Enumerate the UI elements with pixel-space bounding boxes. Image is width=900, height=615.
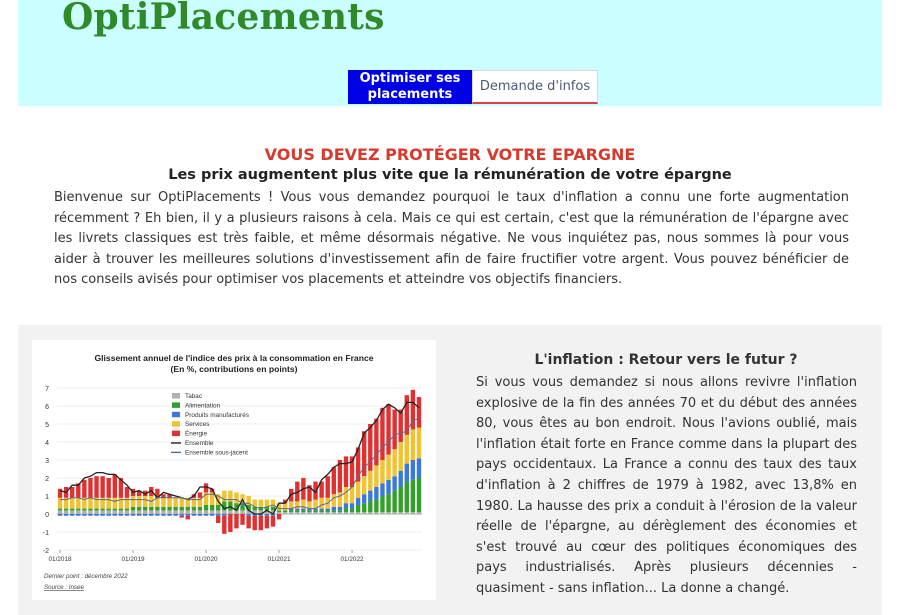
x-tick-label: 01/2019 [121,556,145,563]
bar-segment [131,510,135,514]
bar-segment [100,476,104,498]
legend-label: Services [185,421,210,429]
bar-segment [386,480,390,494]
bar-segment [228,510,232,514]
bar-segment [332,494,336,507]
bar-segment [58,509,62,511]
bar-segment [76,509,80,511]
y-tick-label: 7 [45,386,49,393]
bar-segment [186,514,190,516]
bar-segment [240,510,244,514]
bar-segment [64,509,68,511]
bar-segment [173,498,177,507]
bar-segment [222,516,226,534]
bar-segment [338,510,342,512]
bar-segment [82,510,86,514]
bar-segment [180,510,184,514]
bar-segment [70,514,74,516]
bar-segment [94,510,98,514]
bar-segment [137,510,141,514]
bar-segment [94,509,98,511]
legend-swatch [172,393,180,399]
bar-segment [216,516,220,523]
bar-segment [332,512,336,514]
bar-segment [167,498,171,507]
bar-segment [356,505,360,512]
bar-segment [417,458,421,478]
bar-segment [125,510,129,514]
bar-segment [350,503,354,508]
bar-segment [204,505,208,510]
bar-segment [131,514,135,516]
bar-segment [246,516,250,529]
bar-segment [289,510,293,512]
bar-segment [180,514,184,516]
bar-segment [143,496,147,507]
bar-segment [301,512,305,514]
bar-segment [240,514,244,525]
section-title: L'inflation : Retour vers le futur ? [534,352,798,368]
bar-segment [386,455,390,480]
legend-label: Tabac [185,393,203,400]
bar-segment [411,429,415,460]
bar-segment [399,471,403,487]
bar-segment [374,500,378,513]
bar-segment [399,487,403,512]
legend-swatch [172,431,180,437]
bar-segment [392,512,396,514]
bar-segment [246,514,250,516]
site-header [18,0,882,106]
bar-segment [155,507,159,511]
bar-segment [119,514,123,516]
section-paragraph: Si vous vous demandez si nous allons revivre l'inflation explosive de la fin des années 70 et du début des années 80, vous êtes au bon endroit. Nous l'avions oublié, mais l'inflation était forte en France comme dans la plupart des pays occidentaux. La France a connu des taux des taux d'inflation à 2 chiffres de 1979 à 1982, avec 13,8% en 1980. La hausse des prix a conduit à l'érosion de la valeur réelle de l'épargne, au dérèglement des économies et s'est trouvé au cœur des politiques économiques des pays industrialisés. Après plusieurs décennies - quasiment - sans inflation... La donne a changé. [476,375,857,596]
bar-segment [380,460,384,483]
bar-segment [70,498,74,509]
bar-segment [155,514,159,516]
bar-segment [374,465,378,487]
bar-segment [64,510,68,514]
bar-segment [107,510,111,514]
site-logo[interactable]: OptiPlacements [62,0,385,38]
bar-segment [88,498,92,509]
y-tick-label: 2 [45,476,49,483]
bar-segment [265,514,269,516]
bar-segment [295,512,299,514]
bar-segment [313,510,317,512]
bar-segment [344,487,348,503]
bar-segment [161,507,165,511]
y-tick-label: 5 [45,422,49,429]
bar-segment [155,510,159,514]
bar-segment [380,483,384,496]
nav-tabs [348,70,598,104]
bar-segment [149,510,153,514]
bar-segment [125,514,129,516]
bar-segment [350,509,354,513]
bar-segment [326,476,330,498]
bar-segment [76,498,80,509]
bar-segment [228,514,232,532]
bar-segment [131,507,135,511]
bar-segment [58,510,62,514]
bar-segment [362,476,366,494]
bar-segment [204,510,208,514]
bar-segment [137,507,141,511]
bar-segment [125,509,129,511]
bar-segment [417,397,421,428]
bar-segment [356,498,360,505]
bar-segment [82,480,86,498]
bar-segment [204,514,208,516]
bar-segment [332,510,336,512]
bar-segment [82,509,86,511]
bar-segment [338,512,342,514]
legend-swatch [172,412,180,418]
legend-label: Alimentation [185,402,221,410]
bar-segment [198,514,202,516]
bar-segment [265,516,269,529]
bar-segment [362,512,366,514]
bar-segment [319,510,323,512]
bar-segment [301,510,305,512]
bar-segment [210,514,214,516]
bar-segment [180,507,184,511]
bar-segment [161,510,165,514]
bar-segment [374,512,378,514]
bar-segment [94,476,98,498]
bar-segment [380,408,384,460]
bar-segment [100,510,104,514]
bar-segment [100,514,104,516]
y-tick-label: -1 [42,530,49,537]
bar-segment [167,510,171,514]
bar-segment [350,512,354,514]
bar-segment [411,460,415,480]
bar-segment [319,498,323,509]
bar-segment [82,514,86,516]
bar-segment [326,510,330,512]
bar-segment [356,512,360,514]
bar-segment [332,507,336,511]
bar-segment [399,410,403,442]
bar-segment [173,510,177,514]
x-tick-label: 01/2018 [48,556,72,563]
bar-segment [368,471,372,491]
bar-segment [405,512,409,514]
bar-segment [368,491,372,502]
bar-segment [259,500,263,507]
bar-segment [392,491,396,513]
y-tick-label: 4 [45,440,49,447]
bar-segment [88,514,92,516]
bar-segment [167,507,171,511]
bar-segment [137,496,141,507]
page-title: VOUS DEVEZ PROTÉGER VOTRE EPARGNE [264,145,636,164]
bar-segment [386,404,390,454]
bar-segment [411,512,415,514]
y-tick-label: 6 [45,404,49,411]
bar-segment [338,507,342,511]
bar-segment [161,498,165,507]
bar-segment [234,492,238,503]
bar-segment [161,514,165,516]
tab-demande-infos[interactable]: Demande d'infos [472,70,598,104]
bar-segment [107,478,111,498]
bar-segment [228,501,232,510]
bar-segment [94,514,98,516]
bar-segment [417,512,421,514]
bar-segment [167,514,171,516]
bar-segment [344,509,348,513]
bar-segment [283,512,287,514]
bar-segment [307,501,311,508]
bar-segment [70,509,74,511]
bar-segment [119,510,123,514]
bar-segment [411,480,415,512]
bar-segment [113,474,117,497]
bar-segment [58,489,62,498]
bar-segment [405,482,409,513]
bar-segment [344,503,348,508]
inflation-chart-svg [32,340,436,600]
bar-segment [107,509,111,511]
bar-segment [113,509,117,511]
bar-segment [362,494,366,503]
y-tick-label: 0 [45,512,49,519]
bar-segment [192,514,196,516]
bar-segment [180,498,184,507]
bar-segment [319,509,323,511]
bar-segment [113,498,117,509]
bar-segment [399,512,403,514]
bar-segment [88,509,92,511]
bar-segment [265,500,269,507]
bar-segment [198,510,202,514]
bar-segment [368,501,372,512]
bar-segment [186,507,190,511]
intro-paragraph: Bienvenue sur OptiPlacements ! Vous vous demandez pourquoi le taux d'inflation a connu une forte augmentation récemment ? Eh bien, il y a plusieurs raisons à cela. Mais ce qui est certain, c'est que la rémunération de l'épargne avec les livrets classiques est très faible, et même désormais négative. Ne vous inquiétez pas, nous sommes là pour vous aider à trouver les meilleures solutions d'investissement afin de faire fructifier votre argent. Vous pouvez bénéficier de nos conseils avisés pour optimiser vos placements et atteindre vos objectifs financiers. [54,190,849,288]
bar-segment [307,512,311,514]
bar-segment [374,487,378,500]
bar-segment [392,449,396,476]
bar-segment [143,514,147,516]
bar-segment [319,512,323,514]
bar-segment [70,510,74,514]
bar-segment [125,487,129,498]
bar-segment [405,464,409,482]
bar-segment [417,428,421,459]
inflation-chart [32,340,436,600]
bar-segment [374,419,378,466]
bar-segment [405,435,409,464]
chart-source: Source : Insee [44,584,84,591]
bar-segment [283,503,287,510]
bar-segment [295,509,299,511]
bar-segment [362,503,366,512]
bar-segment [143,507,147,511]
bar-segment [380,496,384,512]
bar-segment [289,512,293,514]
y-tick-label: 3 [45,458,49,465]
chart-title: Glissement annuel de l'indice des prix à la consommation en France [94,353,374,363]
bar-segment [192,510,196,514]
legend-label: Ensemble sous-jacent [185,449,248,457]
bar-segment [186,516,190,520]
bar-segment [198,492,202,497]
bar-segment [216,514,220,516]
bar-segment [259,516,263,530]
bar-segment [216,505,220,510]
bar-segment [173,507,177,511]
bar-segment [283,510,287,512]
bar-segment [64,514,68,516]
bar-segment [326,509,330,511]
bar-segment [350,487,354,503]
chart-note: Dernier point : décembre 2022 [44,573,128,580]
bar-segment [216,510,220,514]
bar-segment [222,514,226,516]
bar-segment [119,509,123,511]
x-tick-label: 01/2022 [340,556,364,563]
chart-subtitle: (En %, contributions en points) [170,364,298,374]
y-tick-label: -2 [42,548,49,555]
bar-segment [356,482,360,498]
bar-segment [271,516,275,527]
bar-segment [58,514,62,516]
bar-segment [344,512,348,514]
bar-segment [149,514,153,516]
bar-segment [271,507,275,511]
bar-segment [234,514,238,528]
bar-segment [344,456,348,487]
bar-segment [277,510,281,512]
bar-segment [301,509,305,511]
legend-label: Énergie [185,430,208,438]
legend-label: Ensemble [185,440,214,447]
bar-segment [88,478,92,498]
bar-segment [192,507,196,511]
x-tick-label: 01/2021 [267,556,291,563]
bar-segment [131,496,135,507]
bar-segment [253,516,257,530]
bar-segment [137,514,141,516]
bar-segment [198,507,202,511]
bar-segment [240,505,244,510]
bar-segment [210,510,214,514]
bar-segment [386,494,390,512]
bar-segment [277,512,281,514]
bar-segment [417,478,421,512]
bar-segment [100,509,104,511]
bar-segment [399,442,403,471]
bar-segment [173,514,177,516]
tab-optimiser-placements[interactable]: Optimiser ses placements [348,70,472,104]
legend-label: Produits manufacturés [185,411,249,419]
legend-swatch [172,402,180,408]
bar-segment [289,501,293,508]
y-tick-label: 1 [45,494,49,501]
bar-segment [295,510,299,512]
bar-segment [313,512,317,514]
bar-segment [107,514,111,516]
bar-segment [113,514,117,516]
bar-segment [161,494,165,498]
bar-segment [392,410,396,450]
bar-segment [392,476,396,490]
x-tick-label: 01/2020 [194,556,218,563]
bar-segment [76,514,80,516]
bar-segment [180,516,184,518]
bar-segment [326,512,330,514]
bar-segment [70,487,74,498]
page-subtitle: Les prix augmentent plus vite que la rémunération de votre épargne [168,167,732,183]
bar-segment [143,510,147,514]
bar-segment [368,512,372,514]
bar-segment [386,512,390,514]
bar-segment [88,510,92,514]
bar-segment [113,510,117,514]
legend-swatch [172,421,180,427]
bar-segment [76,510,80,514]
bar-segment [332,467,336,494]
bar-segment [149,507,153,511]
bar-segment [222,510,226,514]
bar-segment [210,505,214,510]
bar-segment [307,510,311,512]
bar-segment [277,514,281,519]
bar-segment [186,510,190,514]
bar-segment [380,512,384,514]
